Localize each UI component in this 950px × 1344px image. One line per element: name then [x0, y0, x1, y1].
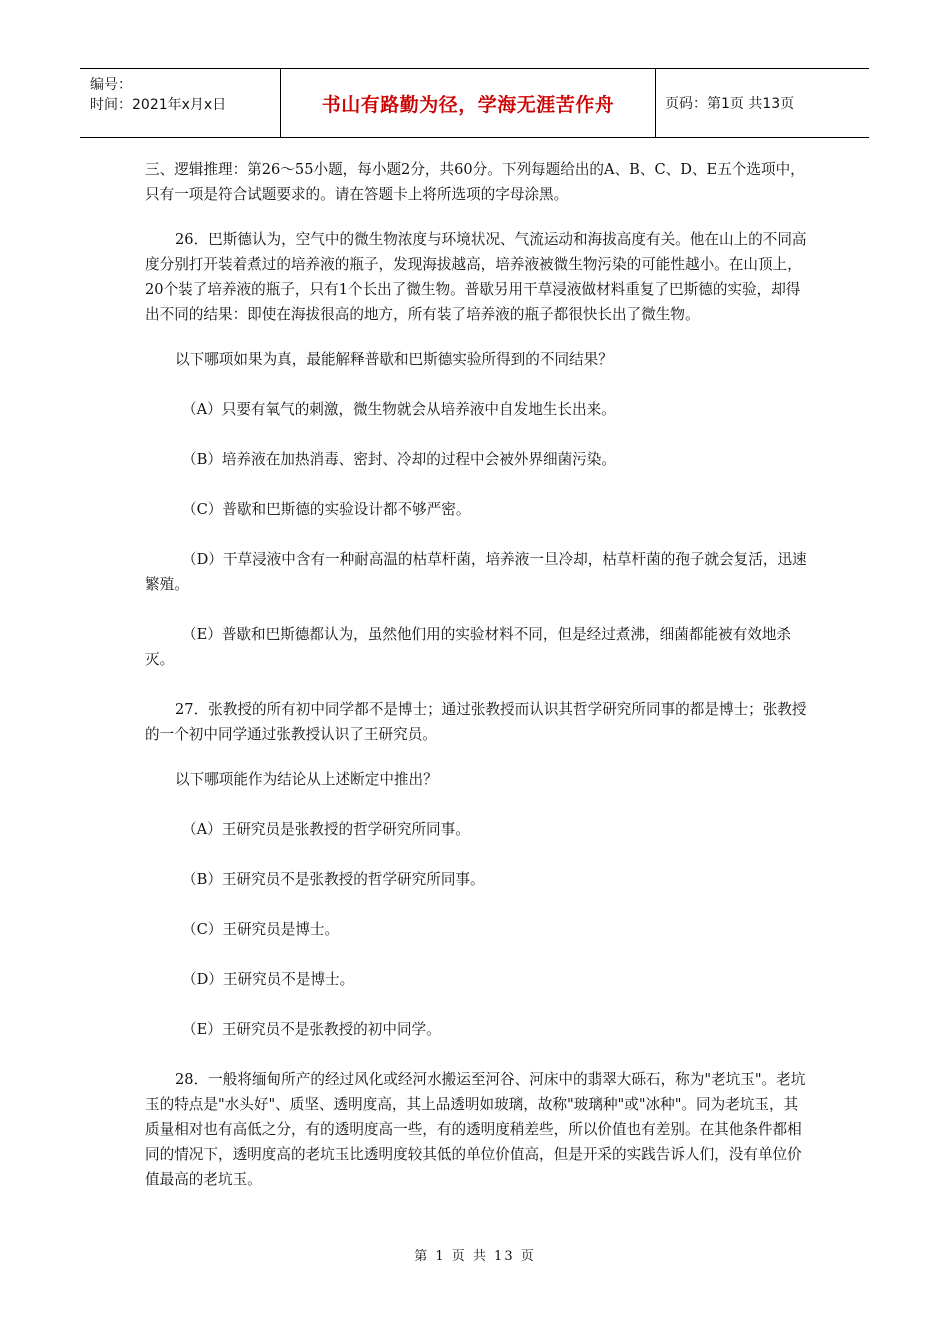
page-header	[80, 68, 869, 138]
question-26-option-c: （C）普歇和巴斯德的实验设计都不够严密。	[182, 501, 471, 518]
footer-page-number: 第 1 页 共 13 页	[414, 1249, 536, 1264]
question-27-stem: 27．张教授的所有初中同学都不是博士；通过张教授而认识其哲学研究所同事的都是博士；张教授的一个初中同学通过张教授认识了王研究员。	[145, 701, 807, 743]
question-26-prompt: 以下哪项如果为真，最能解释普歇和巴斯德实验所得到的不同结果？	[175, 351, 613, 368]
question-27-option-d: （D）王研究员不是博士。	[182, 971, 355, 988]
question-27-prompt: 以下哪项能作为结论从上述断定中推出？	[175, 771, 438, 788]
question-27-option-a: （A）王研究员是张教授的哲学研究所同事。	[182, 821, 470, 838]
question-27-option-b: （B）王研究员不是张教授的哲学研究所同事。	[182, 871, 485, 888]
question-26-option-b: （B）培养液在加热消毒、密封、冷却的过程中会被外界细菌污染。	[182, 451, 616, 468]
question-27-option-e: （E）王研究员不是张教授的初中同学。	[182, 1021, 441, 1038]
question-26-option-e: （E）普歇和巴斯德都认为，虽然他们用的实验材料不同，但是经过煮沸，细菌都能被有效地杀灭。	[145, 626, 792, 668]
question-28-stem: 28．一般将缅甸所产的经过风化或经河水搬运至河谷、河床中的翡翠大砾石，称为"老坑玉"。老坑玉的特点是"水头好"、质坚、透明度高，其上品透明如玻璃，故称"玻璃种"或"冰种"。同为老坑玉，其质量相对也有高低之分，有的透明度高一些，有的透明度稍差些，所以价值也有差别。在其他条件都相同的情况下，透明度高的老坑玉比透明度较其低的单位价值高，但是开采的实践告诉人们，没有单位价值最高的老坑玉。	[145, 1071, 806, 1188]
question-27-option-c: （C）王研究员是博士。	[182, 921, 340, 938]
question-26-stem: 26．巴斯德认为，空气中的微生物浓度与环境状况、气流运动和海拔高度有关。他在山上的不同高度分别打开装着煮过的培养液的瓶子，发现海拔越高，培养液被微生物污染的可能性越小。在山顶上，20个装了培养液的瓶子，只有1个长出了微生物。普歇另用干草浸液做材料重复了巴斯德的实验，却得出不同的结果：即使在海拔很高的地方，所有装了培养液的瓶子都很快长出了微生物。	[145, 231, 807, 323]
header-left-cell	[80, 69, 281, 137]
document-time-label: 时间：2021年x月x日	[90, 97, 227, 113]
header-page-info-cell	[656, 69, 869, 137]
header-page-info: 页码：第1页 共13页	[665, 96, 795, 112]
header-motto-cell	[281, 69, 656, 137]
header-motto: 书山有路勤为径，学海无涯苦作舟	[321, 93, 615, 116]
document-body	[145, 157, 807, 1212]
document-number-label: 编号：	[90, 77, 132, 93]
question-26-option-d: （D）干草浸液中含有一种耐高温的枯草杆菌，培养液一旦冷却，枯草杆菌的孢子就会复活，迅速繁殖。	[145, 551, 807, 593]
question-26-option-a: （A）只要有氧气的刺激，微生物就会从培养液中自发地生长出来。	[182, 401, 616, 418]
page-footer	[0, 1245, 950, 1264]
section-intro: 三、逻辑推理：第26～55小题，每小题2分，共60分。下列每题给出的A、B、C、D、E五个选项中，只有一项是符合试题要求的。请在答题卡上将所选项的字母涂黑。	[145, 161, 805, 203]
